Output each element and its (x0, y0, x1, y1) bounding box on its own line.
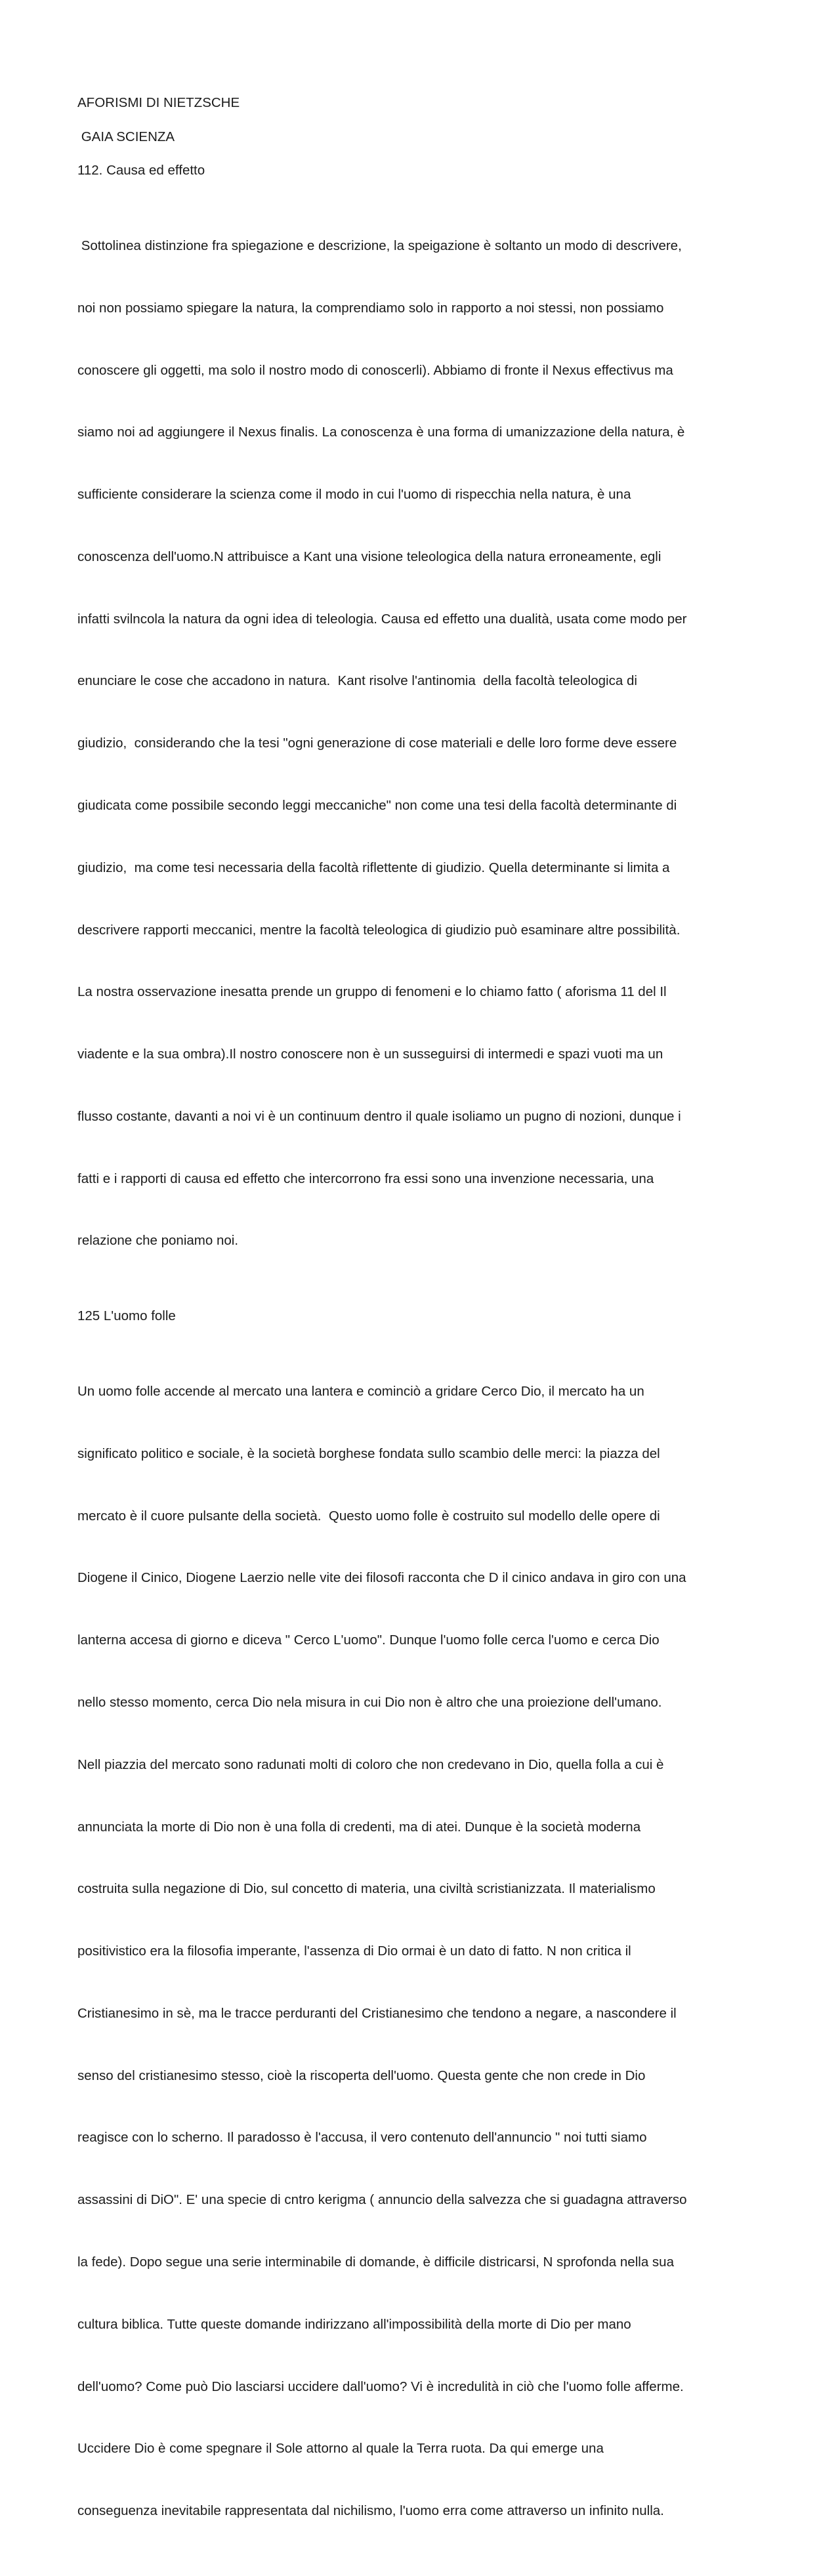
text-line: enunciare le cose che accadono in natura. Kant risolve l'antinomia della facoltà teleologica di (77, 673, 637, 689)
text-line: lanterna accesa di giorno e diceva " Cerco L'uomo". Dunque l'uomo folle cerca l'uomo e cerca Dio (77, 1632, 660, 1648)
section-heading-112: 112. Causa ed effetto (77, 163, 205, 178)
section-body-125 (77, 1340, 773, 2563)
text-line: significato politico e sociale, è la società borghese fondata sullo scambio delle merci: la piazza del (77, 1445, 660, 1461)
text-line: infatti svilncola la natura da ogni idea di teleologia. Causa ed effetto una dualità, usata come modo per (77, 611, 687, 627)
text-line: positivistico era la filosofia imperante, l'assenza di Dio ormai è un dato di fatto. N non critica il (77, 1943, 631, 1959)
text-line: cultura biblica. Tutte queste domande indirizzano all'impossibilità della morte di Dio per mano (77, 2316, 631, 2332)
text-line: conoscere gli oggetti, ma solo il nostro modo di conoscerli). Abbiamo di fronte il Nexus effectivus ma (77, 362, 673, 378)
text-line: fatti e i rapporti di causa ed effetto che intercorrono fra essi sono una invenzione necessaria, una (77, 1171, 654, 1186)
text-line: conseguenza inevitabile rappresentata dal nichilismo, l'uomo erra come attraverso un infinito nulla. (77, 2503, 664, 2519)
text-line: sufficiente considerare la scienza come il modo in cui l'uomo di rispecchia nella natura, è una (77, 487, 631, 503)
text-line: viadente e la sua ombra).Il nostro conoscere non è un susseguirsi di intermedi e spazi vuoti ma un (77, 1047, 663, 1062)
text-line: giudizio, considerando che la tesi "ogni generazione di cose materiali e delle loro forme deve essere (77, 736, 677, 751)
text-line: noi non possiamo spiegare la natura, la comprendiamo solo in rapporto a noi stessi, non possiamo (77, 300, 664, 316)
text-line: la fede). Dopo segue una serie interminabile di domande, è difficile districarsi, N sprofonda nella sua (77, 2254, 674, 2270)
document-page (77, 93, 773, 2576)
text-line: La nostra osservazione inesatta prende un gruppo di fenomeni e lo chiamo fatto ( aforisma 11 del Il (77, 984, 667, 1000)
document-title: AFORISMI DI NIETZSCHE (77, 95, 240, 110)
text-line: assassini di DiO". E' una specie di cntro kerigma ( annuncio della salvezza che si guadagna attraverso (77, 2192, 687, 2208)
text-line: giudizio, ma come tesi necessaria della facoltà riflettente di giudizio. Quella determinante si limita a (77, 860, 670, 875)
document-subtitle: GAIA SCIENZA (77, 129, 175, 144)
text-line: giudicata come possibile secondo leggi meccaniche" non come una tesi della facoltà determinante di (77, 798, 677, 813)
text-line: annunciata la morte di Dio non è una folla di credenti, ma di atei. Dunque è la società moderna (77, 1819, 641, 1835)
text-line: relazione che poniamo noi. (77, 1233, 239, 1249)
text-line: descrivere rapporti meccanici, mentre la facoltà teleologica di giudizio può esaminare altre possibilità. (77, 922, 681, 938)
text-line: Nell piazzia del mercato sono radunati molti di coloro che non credevano in Dio, quella folla a cui è (77, 1756, 664, 1772)
text-line: costruita sulla negazione di Dio, sul concetto di materia, una civiltà scristianizzata. Il materialismo (77, 1881, 656, 1897)
text-line: nello stesso momento, cerca Dio nela misura in cui Dio non è altro che una proiezione dell'umano. (77, 1694, 662, 1710)
text-line: reagisce con lo scherno. Il paradosso è l'accusa, il vero contenuto dell'annuncio " noi tutti siamo (77, 2130, 647, 2146)
text-line: flusso costante, davanti a noi vi è un continuum dentro il quale isoliamo un pugno di nozioni, dunque i (77, 1108, 681, 1124)
text-line: siamo noi ad aggiungere il Nexus finalis. La conoscenza è una forma di umanizzazione della natura, è (77, 425, 685, 440)
section-heading-125: 125 L'uomo folle (77, 1308, 176, 1324)
text-line: senso del cristianesimo stesso, cioè la riscoperta dell'uomo. Questa gente che non crede in Dio (77, 2067, 646, 2083)
text-line: dell'uomo? Come può Dio lasciarsi uccidere dall'uomo? Vi è incredulità in ciò che l'uomo folle afferme. (77, 2379, 684, 2394)
text-line: Diogene il Cinico, Diogene Laerzio nelle vite dei filosofi racconta che D il cinico andava in giro con una (77, 1570, 686, 1586)
text-line: Uccidere Dio è come spegnare il Sole attorno al quale la Terra ruota. Da qui emerge una (77, 2441, 604, 2457)
section-body-112 (77, 194, 773, 1293)
text-line: mercato è il cuore pulsante della società. Questo uomo folle è costruito sul modello delle opere di (77, 1508, 660, 1524)
text-line: Un uomo folle accende al mercato una lantera e cominciò a gridare Cerco Dio, il mercato ha un (77, 1384, 644, 1400)
text-line: Sottolinea distinzione fra spiegazione e descrizione, la speigazione è soltanto un modo di descrivere, (77, 238, 682, 253)
text-line: conoscenza dell'uomo.N attribuisce a Kant una visione teleologica della natura erroneamente, egli (77, 549, 662, 564)
text-line: Cristianesimo in sè, ma le tracce perduranti del Cristianesimo che tendono a negare, a nascondere il (77, 2005, 677, 2021)
